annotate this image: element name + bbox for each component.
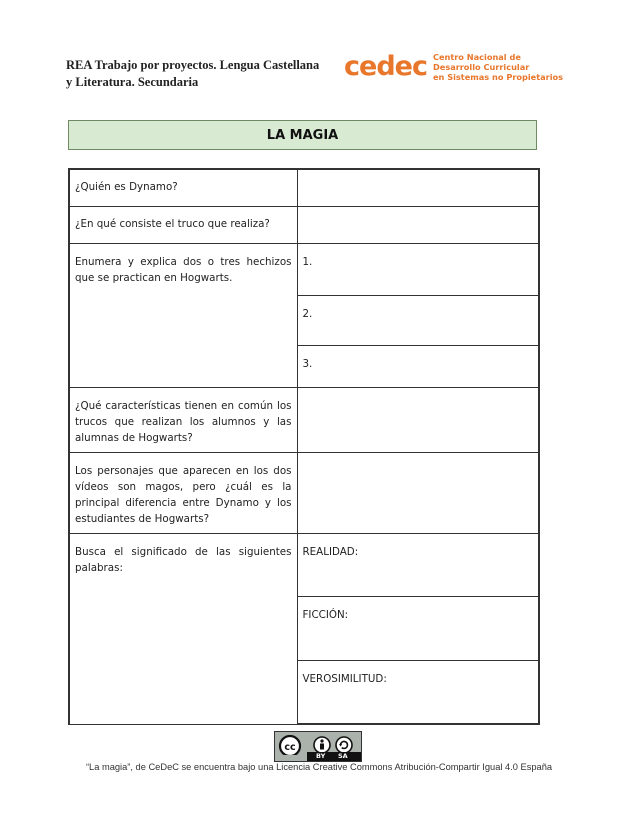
answer-cell[interactable]: VEROSIMILITUD: [297,660,539,724]
sa-label: SA [338,752,348,760]
answer-cell[interactable] [297,452,539,533]
answer-cell[interactable] [297,169,539,206]
question-cell: Los personajes que aparecen en los dos vídeos son magos, pero ¿cuál es la principal diferencia entre Dynamo y los estudiantes de Hogwarts? [69,452,297,533]
table-row [69,206,539,243]
table-row [69,169,539,206]
table-row [69,387,539,452]
table-row [69,243,539,295]
answer-cell[interactable] [297,387,539,452]
cc-license-badge[interactable] [274,731,362,762]
logo-subtitle [433,52,563,82]
by-person-icon [314,737,330,753]
answer-cell[interactable]: 2. [297,295,539,345]
answer-cell[interactable]: 1. [297,243,539,295]
sa-icon [336,737,352,753]
answer-cell[interactable] [297,206,539,243]
cc-badge-bar [307,752,361,761]
logo-sub-line-1: Centro Nacional de [432,52,521,62]
header-line-1: REA Trabajo por proyectos. Lengua Castellana [66,58,320,72]
license-footer: “La magia”, de CeDeC se encuentra bajo una Licencia Creative Commons Atribución-Compartir Igual 4.0 España [85,762,553,772]
worksheet-table [68,168,540,725]
question-cell: ¿Qué características tienen en común los trucos que realizan los alumnos y las alumnas de Hogwarts? [69,387,297,452]
worksheet-title: LA MAGIA [68,120,537,150]
answer-cell[interactable]: FICCIÓN: [297,596,539,660]
svg-text:cc: cc [284,742,296,753]
question-cell: Busca el significado de las siguientes palabras: [69,533,297,724]
question-cell: ¿Quién es Dynamo? [69,169,297,206]
logo-word: cedec [344,51,427,82]
logo-sub-line-2: Desarrollo Curricular [432,62,530,72]
cedec-logo [344,52,563,82]
question-cell: ¿En qué consiste el truco que realiza? [69,206,297,243]
question-cell: Enumera y explica dos o tres hechizos que se practican en Hogwarts. [69,243,297,387]
by-label: BY [316,752,326,760]
document-header [66,57,326,91]
header-line-2: y Literatura. Secundaria [66,75,199,89]
logo-sub-line-3: en Sistemas no Propietarios [432,72,563,82]
answer-cell[interactable]: REALIDAD: [297,533,539,596]
table-row [69,452,539,533]
answer-cell[interactable]: 3. [297,345,539,387]
table-row [69,533,539,596]
